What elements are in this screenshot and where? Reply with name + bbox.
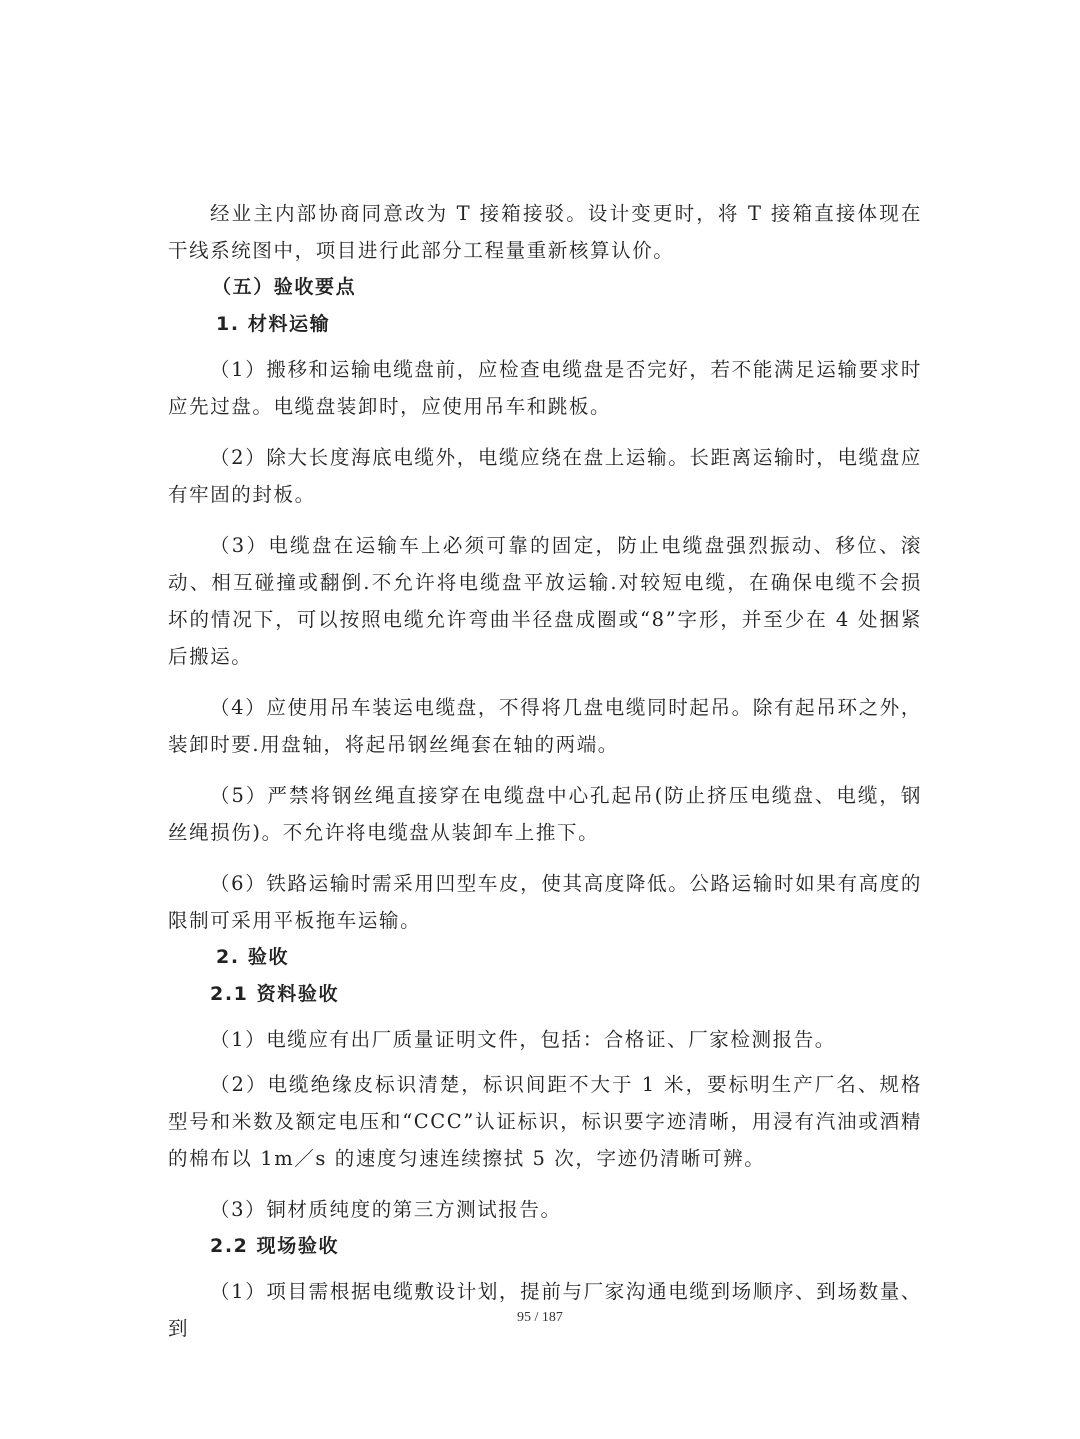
paragraph-document-2: （2）电缆绝缘皮标识清楚，标识间距不大于 1 米，要标明生产厂名、规格型号和米数及额定电压和“CCC”认证标识，标识要字迹清晰，用浸有汽油或酒精的棉布以 1m／s 的速度匀速连续擦拭 5 次，字迹仍清晰可辨。 [168, 1073, 922, 1170]
heading-acceptance: 2. 验收 [216, 946, 290, 968]
paragraph-transport-5: （5）严禁将钢丝绳直接穿在电缆盘中心孔起吊(防止挤压电缆盘、电缆，钢丝绳损伤)。不允许将电缆盘从装卸车上推下。 [168, 784, 922, 844]
heading-material-transport: 1. 材料运输 [216, 313, 331, 335]
heading-document-acceptance: 2.1 资料验收 [210, 983, 340, 1005]
page-number: 95 / 187 [517, 1310, 563, 1325]
section-heading-acceptance-points: （五）验收要点 [212, 276, 357, 298]
paragraph-continuation: 经业主内部协商同意改为 T 接箱接驳。设计变更时，将 T 接箱直接体现在干线系统图中，项目进行此部分工程量重新核算认价。 [168, 202, 922, 262]
page-body [168, 195, 922, 1347]
paragraph-transport-1: （1）搬移和运输电缆盘前，应检查电缆盘是否完好，若不能满足运输要求时应先过盘。电缆盘装卸时，应使用吊车和跳板。 [168, 358, 922, 418]
paragraph-transport-3: （3）电缆盘在运输车上必须可靠的固定，防止电缆盘强烈振动、移位、滚动、相互碰撞或翻倒.不允许将电缆盘平放运输.对较短电缆，在确保电缆不会损坏的情况下，可以按照电缆允许弯曲半径盘成圈或“8”字形，并至少在 4 处捆紧后搬运。 [168, 534, 922, 668]
paragraph-transport-2: （2）除大长度海底电缆外，电缆应绕在盘上运输。长距离运输时，电缆盘应有牢固的封板。 [168, 446, 922, 506]
paragraph-document-1: （1）电缆应有出厂质量证明文件，包括：合格证、厂家检测报告。 [210, 1028, 836, 1051]
paragraph-site-1: （1）项目需根据电缆敷设计划，提前与厂家沟通电缆到场顺序、到场数量、到 [168, 1280, 922, 1340]
paragraph-transport-6: （6）铁路运输时需采用凹型车皮，使其高度降低。公路运输时如果有高度的限制可采用平板拖车运输。 [168, 872, 922, 932]
paragraph-transport-4: （4）应使用吊车装运电缆盘，不得将几盘电缆同时起吊。除有起吊环之外，装卸时要.用盘轴，将起吊钢丝绳套在轴的两端。 [168, 696, 922, 756]
heading-site-acceptance: 2.2 现场验收 [210, 1235, 340, 1257]
paragraph-document-3: （3）铜材质纯度的第三方测试报告。 [210, 1198, 562, 1221]
